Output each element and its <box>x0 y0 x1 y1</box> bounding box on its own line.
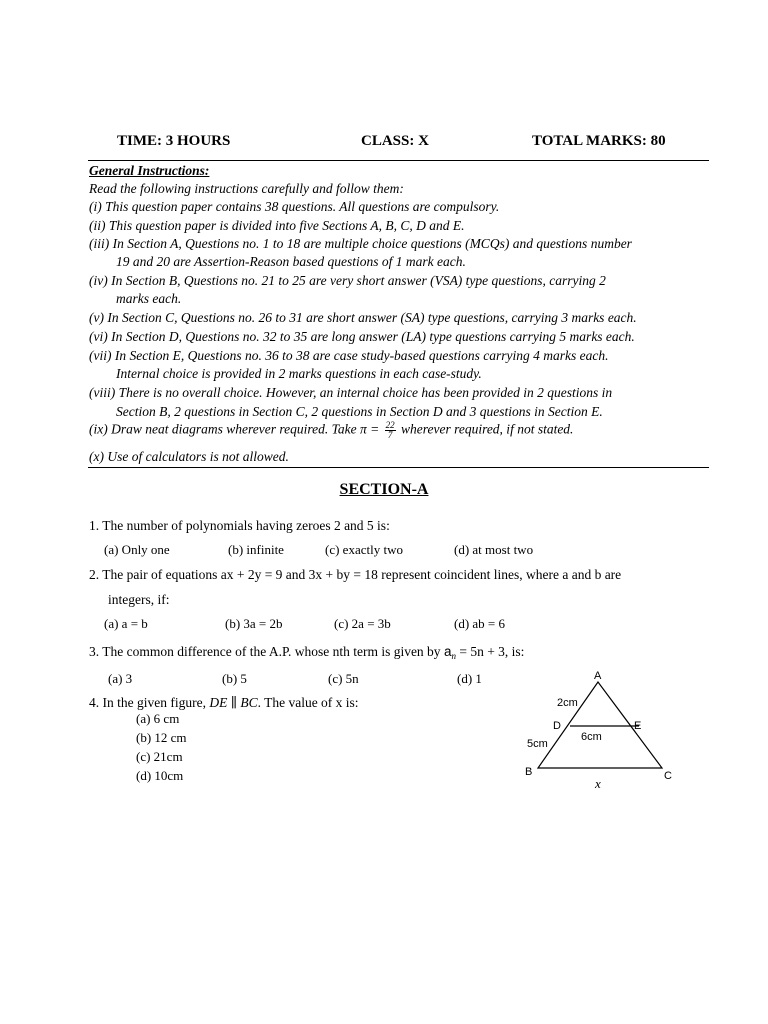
instruction-iii-cont: 19 and 20 are Assertion-Reason based questions of 1 mark each. <box>116 254 466 269</box>
class-label: CLASS: X <box>361 133 429 149</box>
question-1-option-a: (a) Only one <box>104 542 170 557</box>
label-ad-length: 2cm <box>557 697 578 709</box>
instruction-ix-pre: (ix) Draw neat diagrams wherever required. Take π = <box>89 421 380 437</box>
question-2-option-c: (c) 2a = 3b <box>334 616 391 631</box>
label-c: C <box>664 770 672 782</box>
question-3-option-d: (d) 1 <box>457 671 482 686</box>
label-e: E <box>634 720 642 732</box>
question-1-option-b: (b) infinite <box>228 542 284 557</box>
instruction-x: (x) Use of calculators is not allowed. <box>89 449 289 464</box>
question-2-option-a: (a) a = b <box>104 616 148 631</box>
question-2-text-cont: integers, if: <box>108 592 170 607</box>
time-label: TIME: 3 HOURS <box>117 133 231 149</box>
question-3-text-pre: 3. The common difference of the A.P. whose nth term is given by <box>89 644 441 659</box>
header-rule <box>88 160 709 161</box>
instruction-iii: (iii) In Section A, Questions no. 1 to 18 are multiple choice questions (MCQs) and questions number <box>89 236 632 251</box>
question-3-option-b: (b) 5 <box>222 671 247 686</box>
instruction-iv: (iv) In Section B, Questions no. 21 to 25 are very short answer (VSA) type questions, carrying 2 <box>89 273 606 288</box>
label-b: B <box>525 766 533 778</box>
instruction-vii: (vii) In Section E, Questions no. 36 to 38 are case study-based questions carrying 4 marks each. <box>89 348 609 363</box>
question-1-text: 1. The number of polynomials having zeroes 2 and 5 is: <box>89 518 390 533</box>
label-db-length: 5cm <box>527 738 548 750</box>
question-4-text-post: . The value of x is: <box>257 695 359 710</box>
question-2-option-b: (b) 3a = 2b <box>225 616 283 631</box>
instructions-intro: Read the following instructions carefully and follow them: <box>89 181 404 196</box>
label-d: D <box>553 720 561 732</box>
question-2-text: 2. The pair of equations ax + 2y = 9 and 3x + by = 18 represent coincident lines, where a and b are <box>89 567 622 582</box>
pi-fraction <box>385 421 396 440</box>
pi-fraction-denominator: 7 <box>387 430 393 440</box>
instruction-vi: (vi) In Section D, Questions no. 32 to 35 are long answer (LA) type questions carrying 5 marks each. <box>89 329 635 344</box>
question-2-option-d: (d) ab = 6 <box>454 616 506 631</box>
question-1-option-d: (d) at most two <box>454 542 534 557</box>
section-a-title: SECTION-A <box>339 481 429 498</box>
question-1-option-c: (c) exactly two <box>325 542 403 557</box>
instruction-ii: (ii) This question paper is divided into five Sections A, B, C, D and E. <box>89 218 465 233</box>
instruction-viii: (viii) There is no overall choice. However, an internal choice has been provided in 2 questions in <box>89 385 613 400</box>
question-3-a-symbol: a <box>443 644 452 659</box>
question-4-text-pre: 4. In the given figure, <box>89 695 206 710</box>
instruction-i: (i) This question paper contains 38 questions. All questions are compulsory. <box>89 199 500 214</box>
label-a: A <box>594 670 602 682</box>
question-3-text <box>89 644 524 661</box>
instruction-iv-cont: marks each. <box>116 291 182 306</box>
triangle-figure <box>515 665 690 795</box>
question-4-option-b: (b) 12 cm <box>136 730 187 745</box>
total-marks-label: TOTAL MARKS: 80 <box>532 133 666 149</box>
question-3-a-subscript: n <box>451 651 456 661</box>
instruction-vii-cont: Internal choice is provided in 2 marks questions in each case-study. <box>116 366 482 381</box>
question-3-option-a: (a) 3 <box>108 671 133 686</box>
instructions-rule <box>88 467 709 468</box>
instruction-viii-cont: Section B, 2 questions in Section C, 2 questions in Section D and 3 questions in Section E. <box>116 404 603 419</box>
question-4-option-d: (d) 10cm <box>136 768 184 783</box>
instruction-ix-post: wherever required, if not stated. <box>400 421 574 437</box>
question-4-text <box>89 695 359 711</box>
question-4-option-a: (a) 6 cm <box>136 711 180 726</box>
question-3-option-c: (c) 5n <box>328 671 359 686</box>
question-4-math: DE ∥ BC <box>209 695 258 710</box>
instruction-v: (v) In Section C, Questions no. 26 to 31 are short answer (SA) type questions, carrying 3 marks each. <box>89 310 637 325</box>
label-bc-x: x <box>595 776 601 791</box>
pi-fraction-numerator: 22 <box>385 420 395 430</box>
label-de-length: 6cm <box>581 731 602 743</box>
instruction-ix <box>89 421 573 440</box>
question-3-text-post: = 5n + 3, is: <box>455 644 525 659</box>
instructions-title: General Instructions: <box>89 163 210 178</box>
question-4-option-c: (c) 21cm <box>136 749 183 764</box>
